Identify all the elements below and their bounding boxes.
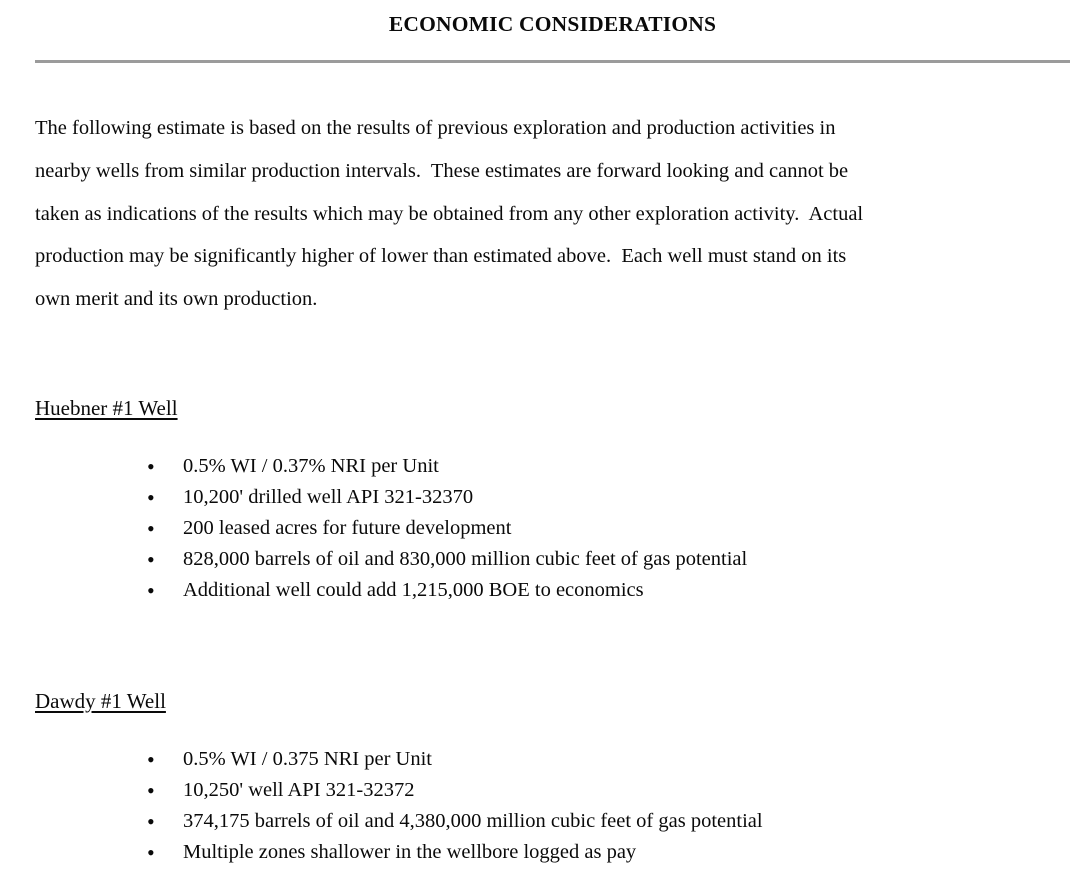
bullet-item: • 0.5% WI / 0.37% NRI per Unit [145,451,747,482]
bullet-item: • 374,175 barrels of oil and 4,380,000 million cubic feet of gas potential [145,806,763,837]
title-divider [35,60,1070,63]
bullet-item: • Additional well could add 1,215,000 BOE to economics [145,575,747,606]
bullet-item: • 10,250' well API 321-32372 [145,775,763,806]
bullet-item: • 10,200' drilled well API 321-32370 [145,482,747,513]
section-heading-huebner-well: Huebner #1 Well [35,396,178,420]
paragraph-line: nearby wells from similar production intervals. These estimates are forward looking and cannot be [35,159,849,182]
bullet-list-dawdy [145,744,763,868]
bullet-item: • 200 leased acres for future development [145,513,747,544]
bullet-item: • 0.5% WI / 0.375 NRI per Unit [145,744,763,775]
bullet-item: • Multiple zones shallower in the wellbore logged as pay [145,837,763,868]
paragraph-line: taken as indications of the results which may be obtained from any other exploration activity. Actual [35,202,864,225]
page-title: ECONOMIC CONSIDERATIONS [388,12,717,36]
bullet-item: • 828,000 barrels of oil and 830,000 million cubic feet of gas potential [145,544,747,575]
paragraph-line: The following estimate is based on the results of previous exploration and production activities in [35,117,836,139]
bullet-list-huebner [145,451,747,606]
intro-paragraph [35,107,1055,321]
paragraph-line: production may be significantly higher of lower than estimated above. Each well must stand on its [35,245,847,268]
paragraph-line: own merit and its own production. [35,288,318,311]
section-heading-dawdy-well: Dawdy #1 Well [35,689,166,713]
